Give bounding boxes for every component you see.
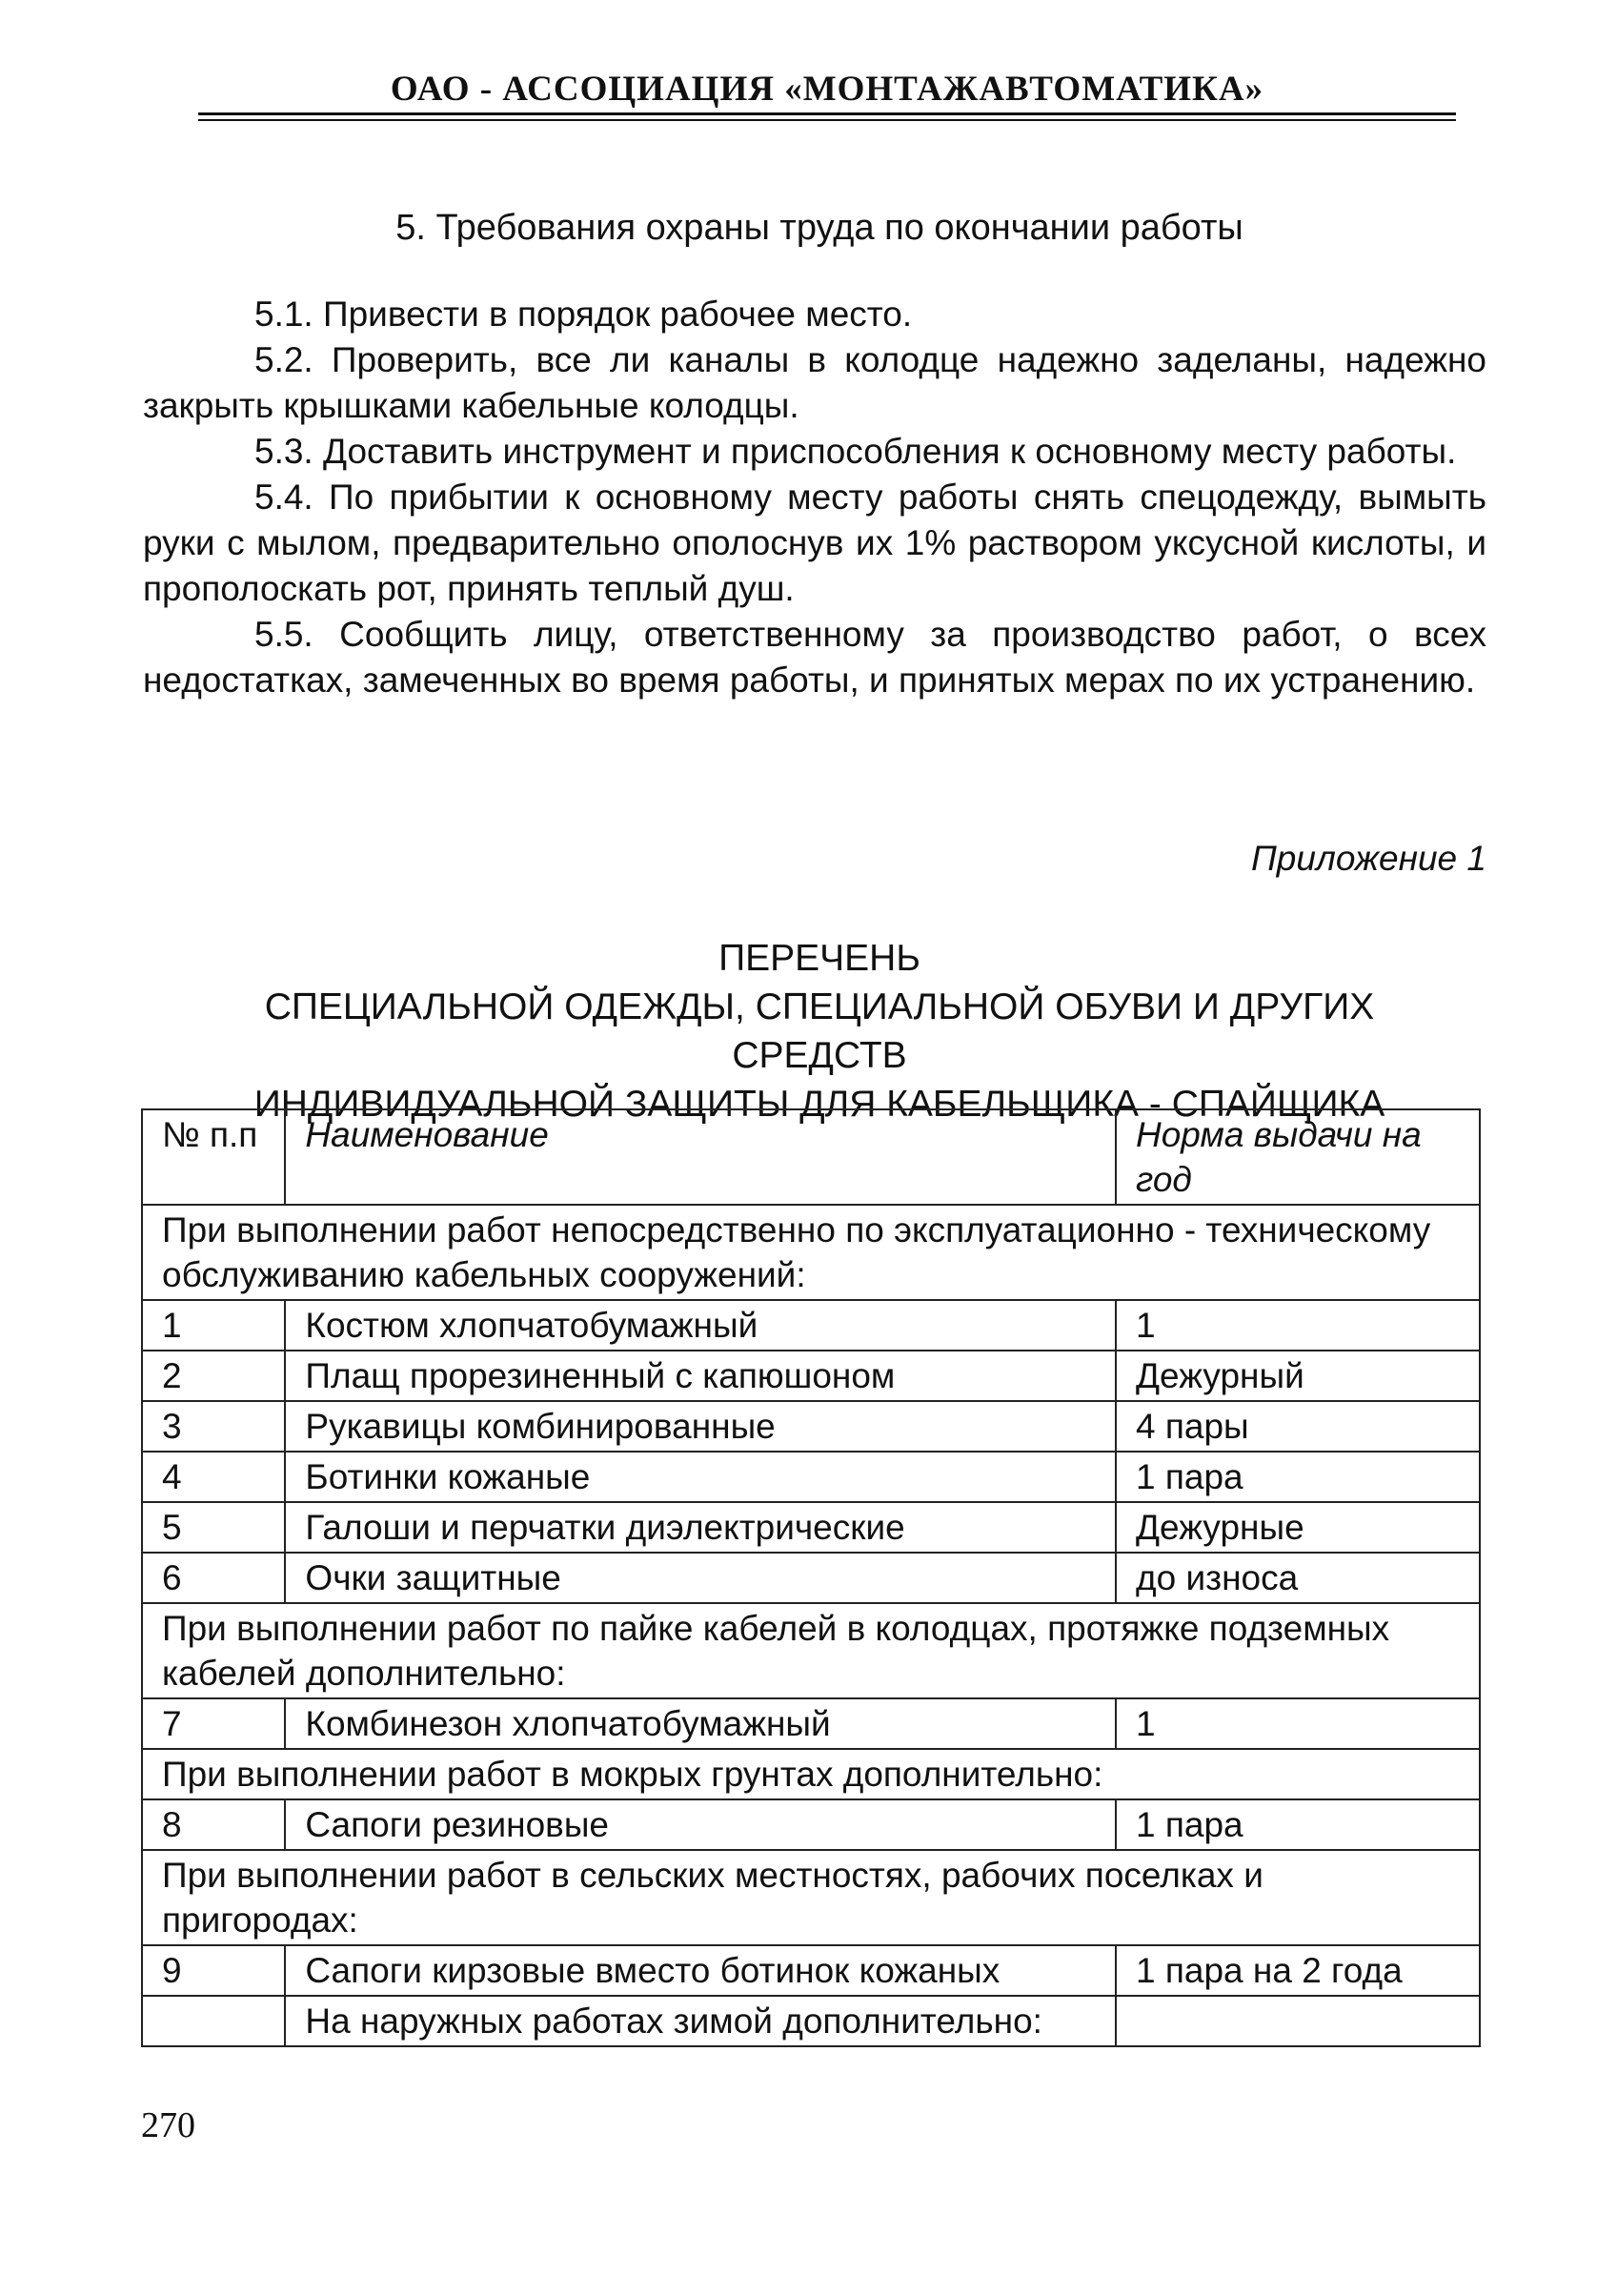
cell-name: Комбинезон хлопчатобумажный <box>285 1698 1116 1749</box>
cell-number: 7 <box>142 1698 285 1749</box>
table-row <box>142 1300 1480 1351</box>
table-row <box>142 1553 1480 1603</box>
section-row <box>142 1749 1480 1799</box>
paragraph-5-5: 5.5. Сообщить лицу, ответственному за производство работ, о всех недостатках, замеченных во время работы, и принятых мерах по их устранению. <box>143 615 1486 700</box>
running-header: ОАО - АССОЦИАЦИЯ «МОНТАЖАВТОМАТИКА» <box>390 70 1264 109</box>
section-row-2: При выполнении работ по пайке кабелей в колодцах, протяжке подземных кабелей дополнительно: <box>142 1603 1480 1698</box>
page-number: 270 <box>141 2105 195 2145</box>
section-row-4: При выполнении работ в сельских местностях, рабочих поселках и пригородах: <box>142 1850 1480 1945</box>
cell-norm: 4 пары <box>1116 1401 1480 1452</box>
cell-name: Плащ прорезиненный с капюшоном <box>285 1351 1116 1401</box>
cell-number: 9 <box>142 1945 285 1996</box>
table-header-row <box>142 1109 1480 1205</box>
cell-number: 1 <box>142 1300 285 1351</box>
list-title <box>143 934 1496 1128</box>
paragraph-5-1: 5.1. Привести в порядок рабочее место. <box>254 295 913 334</box>
section-row <box>142 1850 1480 1945</box>
section-body <box>143 292 1486 703</box>
table-row <box>142 1401 1480 1452</box>
table-row <box>142 1996 1480 2046</box>
table-row <box>142 1502 1480 1553</box>
section-row <box>142 1603 1480 1698</box>
header-name: Наименование <box>285 1109 1116 1205</box>
list-title-line4: ИНДИВИДУАЛЬНОЙ ЗАЩИТЫ ДЛЯ КАБЕЛЬЩИКА - СПАЙЩИКА <box>253 1084 1385 1125</box>
header-rule-thin <box>198 119 1456 121</box>
cell-name: На наружных работах зимой дополнительно: <box>285 1996 1116 2046</box>
cell-number: 4 <box>142 1452 285 1502</box>
header-norm: Норма выдачи на год <box>1116 1109 1480 1205</box>
cell-number: 3 <box>142 1401 285 1452</box>
cell-norm: 1 пара <box>1116 1799 1480 1850</box>
table-row <box>142 1799 1480 1850</box>
cell-name: Галоши и перчатки диэлектрические <box>285 1502 1116 1553</box>
table-row <box>142 1351 1480 1401</box>
paragraph-5-3: 5.3. Доставить инструмент и приспособления к основному месту работы. <box>254 432 1457 471</box>
cell-name: Сапоги резиновые <box>285 1799 1116 1850</box>
table-row <box>142 1698 1480 1749</box>
section-row <box>142 1205 1480 1300</box>
header-number: № п.п <box>142 1109 285 1205</box>
section-row-1: При выполнении работ непосредственно по эксплуатационно - техническому обслуживанию кабельных сооружений: <box>142 1205 1480 1300</box>
cell-norm <box>1116 1996 1480 2046</box>
paragraph-5-2: 5.2. Проверить, все ли каналы в колодце надежно заделаны, надежно закрыть крышками кабельные колодцы. <box>143 340 1486 425</box>
cell-norm: Дежурные <box>1116 1502 1480 1553</box>
list-title-line3: СРЕДСТВ <box>732 1035 907 1076</box>
table-row <box>142 1945 1480 1996</box>
cell-name: Костюм хлопчатобумажный <box>285 1300 1116 1351</box>
cell-norm: 1 пара <box>1116 1452 1480 1502</box>
cell-name: Рукавицы комбинированные <box>285 1401 1116 1452</box>
cell-number: 6 <box>142 1553 285 1603</box>
cell-number: 5 <box>142 1502 285 1553</box>
appendix-label: Приложение 1 <box>1250 839 1486 878</box>
paragraph-5-4: 5.4. По прибытии к основному месту работы снять спецодежду, вымыть руки с мылом, предварительно ополоснув их 1% раствором уксусной кислоты, и прополоскать рот, принять теплый душ. <box>143 477 1486 608</box>
ppe-table <box>141 1108 1481 2047</box>
cell-number: 8 <box>142 1799 285 1850</box>
list-title-line2: СПЕЦИАЛЬНОЙ ОДЕЖДЫ, СПЕЦИАЛЬНОЙ ОБУВИ И ДРУГИХ <box>264 986 1375 1027</box>
cell-norm: 1 пара на 2 года <box>1116 1945 1480 1996</box>
cell-name: Ботинки кожаные <box>285 1452 1116 1502</box>
section-title: 5. Требования охраны труда по окончании работы <box>395 208 1243 248</box>
cell-name: Сапоги кирзовые вместо ботинок кожаных <box>285 1945 1116 1996</box>
list-title-line1: ПЕРЕЧЕНЬ <box>718 938 920 979</box>
section-row-3: При выполнении работ в мокрых грунтах дополнительно: <box>142 1749 1480 1799</box>
cell-name: Очки защитные <box>285 1553 1116 1603</box>
cell-norm: Дежурный <box>1116 1351 1480 1401</box>
header-rule-thick <box>198 112 1456 115</box>
cell-norm: до износа <box>1116 1553 1480 1603</box>
cell-number: 2 <box>142 1351 285 1401</box>
cell-norm: 1 <box>1116 1698 1480 1749</box>
cell-number <box>142 1996 285 2046</box>
cell-norm: 1 <box>1116 1300 1480 1351</box>
table-row <box>142 1452 1480 1502</box>
